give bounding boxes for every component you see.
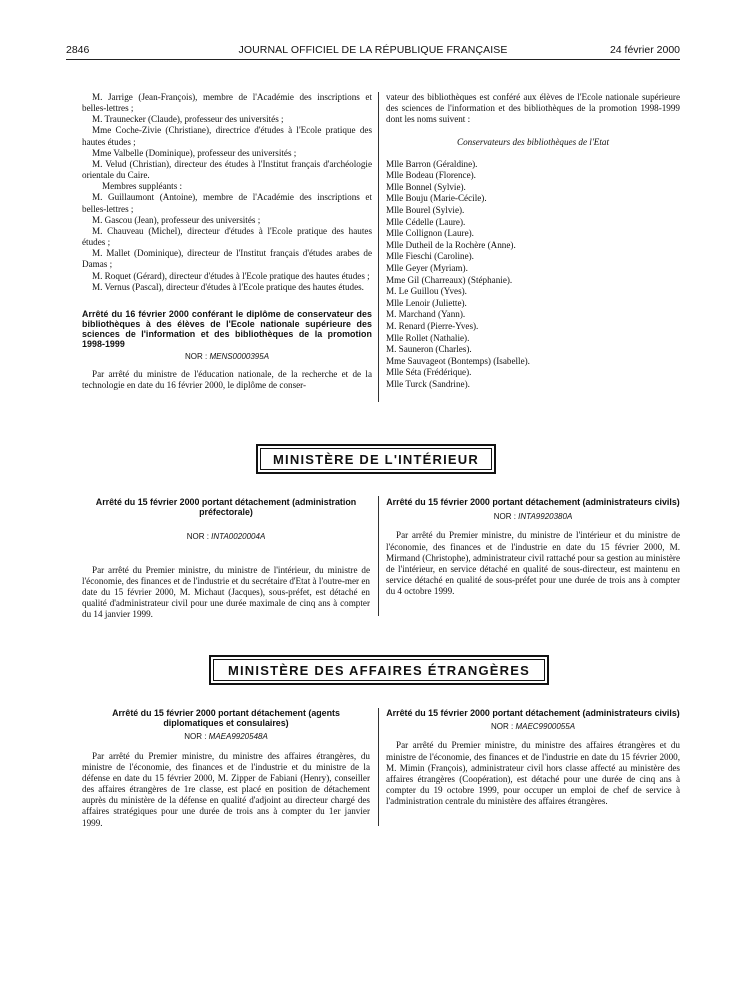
list-item: Mlle Fieschi (Caroline). [386,251,474,262]
list-item: Mlle Séta (Frédérique). [386,367,472,378]
decree-title: Arrêté du 15 février 2000 portant détachement (administrateurs civils) [386,497,680,507]
list-item: Mlle Bonnel (Sylvie). [386,181,466,192]
nor-reference [386,511,680,522]
nor-label: NOR : [184,351,208,361]
decree-title: Arrêté du 15 février 2000 portant détachement (administration préfectorale) [95,497,357,518]
column-divider [378,496,379,616]
nor-label: NOR : [490,722,514,732]
graduate-list [386,159,680,391]
list-item: Mlle Barron (Géraldine). [386,158,478,169]
nor-reference [82,531,370,542]
substitute-entry: M. Gascou (Jean), professeur des universités ; [92,214,261,225]
running-header [66,44,680,58]
list-item: M. Renard (Pierre-Yves). [386,320,479,331]
header-rule [66,59,680,60]
list-item: Mlle Bouju (Marie-Cécile). [386,193,487,204]
decree-continuation: vateur des bibliothèques est conféré aux élèves de l'Ecole nationale supérieure des sciences de l'information et des bibliothèques de la promotion 1998-1999 dont les noms suivent : [386,92,680,125]
decree-block [82,497,370,620]
ministry-banner [209,655,549,685]
decree-text: Par arrêté du Premier ministre, du ministre de l'intérieur, du ministre de l'économie, des finances et de l'industrie et du secrétaire d'Etat à l'outre-mer en date du 15 février 2000, M. Michaut (Jacques), sous-préfet, est détaché en qualité d'administrateur civil pour une durée maximale de cinq ans à compter du 14 janvier 1999. [82,564,370,620]
nor-code: MAEC9900055A [515,722,576,732]
nor-reference [386,721,680,732]
substitute-entry: M. Guillaumont (Antoine), membre de l'Académie des inscriptions et belles-lettres ; [82,192,372,214]
decree-title: Arrêté du 16 février 2000 conférant le diplôme de conservateur des bibliothèques à des élèves de l'Ecole nationale supérieure des sciences de l'information et des bibliothèques de la promotion 1998-1999 [82,308,372,350]
ministry-banner-label: MINISTÈRE DES AFFAIRES ÉTRANGÈRES [213,659,545,681]
nor-reference [82,351,372,362]
nor-code: MENS0000395A [209,351,270,361]
decree-block [82,708,370,829]
substitutes-label: Membres suppléants : [102,181,183,192]
member-entry: M. Jarrige (Jean-François), membre de l'Académie des inscriptions et belles-lettres ; [82,92,372,114]
column-divider [378,92,379,402]
list-item: Mlle Bourel (Sylvie). [386,205,465,215]
decree-text: Par arrêté du Premier ministre, du ministre des affaires étrangères, du ministre de l'économie, des finances et de l'industrie et du ministre de la défense en date du 15 février 2000, M. Zipper de Fabiani (Henry), conseiller des affaires étrangères de 1re classe, est placé en position de détachement auprès du ministère de la défense en qualité d'adjoint au directeur chargé des affaires stratégiques pour une durée de trois ans à compter du 1er janvier 1999. [82,750,370,828]
journal-title: JOURNAL OFFICIEL DE LA RÉPUBLIQUE FRANÇAISE [238,44,508,56]
list-item: Mlle Bodeau (Florence). [386,170,476,181]
substitute-entry: M. Mallet (Dominique), directeur de l'Institut français d'études arabes de Damas ; [82,248,372,270]
member-entry: M. Velud (Christian), directeur des études à l'Institut français d'archéologie orientale du Caire. [82,158,372,181]
list-item: Mlle Rollet (Nathalie). [386,332,470,343]
list-item: Mlle Turck (Sandrine). [386,378,470,389]
nor-label: NOR : [184,732,207,742]
list-item: Mlle Dutheil de la Rochère (Anne). [386,239,516,250]
list-item: Mlle Cédelle (Laure). [386,216,466,227]
nor-label: NOR : [186,532,209,542]
list-item: Mme Sauvageot (Bontemps) (Isabelle). [386,355,530,366]
list-item: M. Sauneron (Charles). [386,344,472,355]
decree-title: Arrêté du 15 février 2000 portant détachement (agents diplomatiques et consulaires) [112,708,340,729]
nor-code: INTA0020004A [211,532,266,542]
decree-block [386,497,680,597]
nor-label: NOR : [493,512,516,522]
column-divider [378,708,379,826]
nor-reference [82,731,370,742]
right-column [386,92,680,391]
decree-title: Arrêté du 15 février 2000 portant détachement (administrateurs civils) [386,708,680,718]
decree-text: Par arrêté du Premier ministre, du ministre de l'intérieur et du ministre de l'économie, des finances et de l'industrie en date du 15 février 2000, M. Mirmand (Christophe), administrateur civil rattaché pour sa gestion au ministère de l'intérieur, en service détaché en qualité de sous-directeur, est maintenu en service détaché en qualité de sous-préfet pour une durée de trois ans à compter du 4 octobre 1999. [386,530,680,597]
list-item: Mlle Geyer (Myriam). [386,262,468,273]
list-item: Mlle Lenoir (Juliette). [386,297,467,308]
list-item: Mlle Collignon (Laure). [386,228,474,239]
nor-code: INTA9920380A [518,512,573,522]
member-entry: Mme Coche-Zivie (Christiane), directrice d'études à l'Ecole pratique des hautes études ; [82,125,372,147]
substitute-entry: M. Chauveau (Michel), directeur d'études à l'Ecole pratique des hautes études ; [82,225,372,248]
list-item: M. Marchand (Yann). [386,309,466,320]
list-subheading: Conservateurs des bibliothèques de l'Etat [457,137,609,148]
ministry-banner [256,444,496,474]
list-item: Mme Gil (Charreaux) (Stéphanie). [386,274,513,285]
left-column [82,92,372,391]
decree-block [386,708,680,807]
member-entry: M. Traunecker (Claude), professeur des universités ; [92,114,284,125]
ministry-banner-label: MINISTÈRE DE L'INTÉRIEUR [260,448,492,470]
page-number: 2846 [66,44,90,56]
list-item: M. Le Guillou (Yves). [386,286,467,297]
member-entry: Mme Valbelle (Dominique), professeur des universités ; [92,147,297,158]
decree-text: Par arrêté du Premier ministre, du ministre des affaires étrangères et du ministre de l'économie, des finances et de l'industrie en date du 15 février 2000, M. Mimin (François), administrateur civil hors classe affecté au ministère des affaires étrangères (Coopération), est détaché pour une durée de cinq ans à compter du 19 octobre 1999, pour occuper un emploi de chef de service à l'administration centrale du ministère des affaires étrangères. [386,740,680,807]
decree-text: Par arrêté du ministre de l'éducation nationale, de la recherche et de la technologie en date du 16 février 2000, le diplôme de conser- [82,368,372,390]
substitute-entry: M. Roquet (Gérard), directeur d'études à l'Ecole pratique des hautes études ; [92,270,370,281]
issue-date: 24 février 2000 [609,44,680,56]
nor-code: MAEA9920548A [208,732,268,742]
substitute-entry: M. Vernus (Pascal), directeur d'études à l'Ecole pratique des hautes études. [92,281,364,292]
